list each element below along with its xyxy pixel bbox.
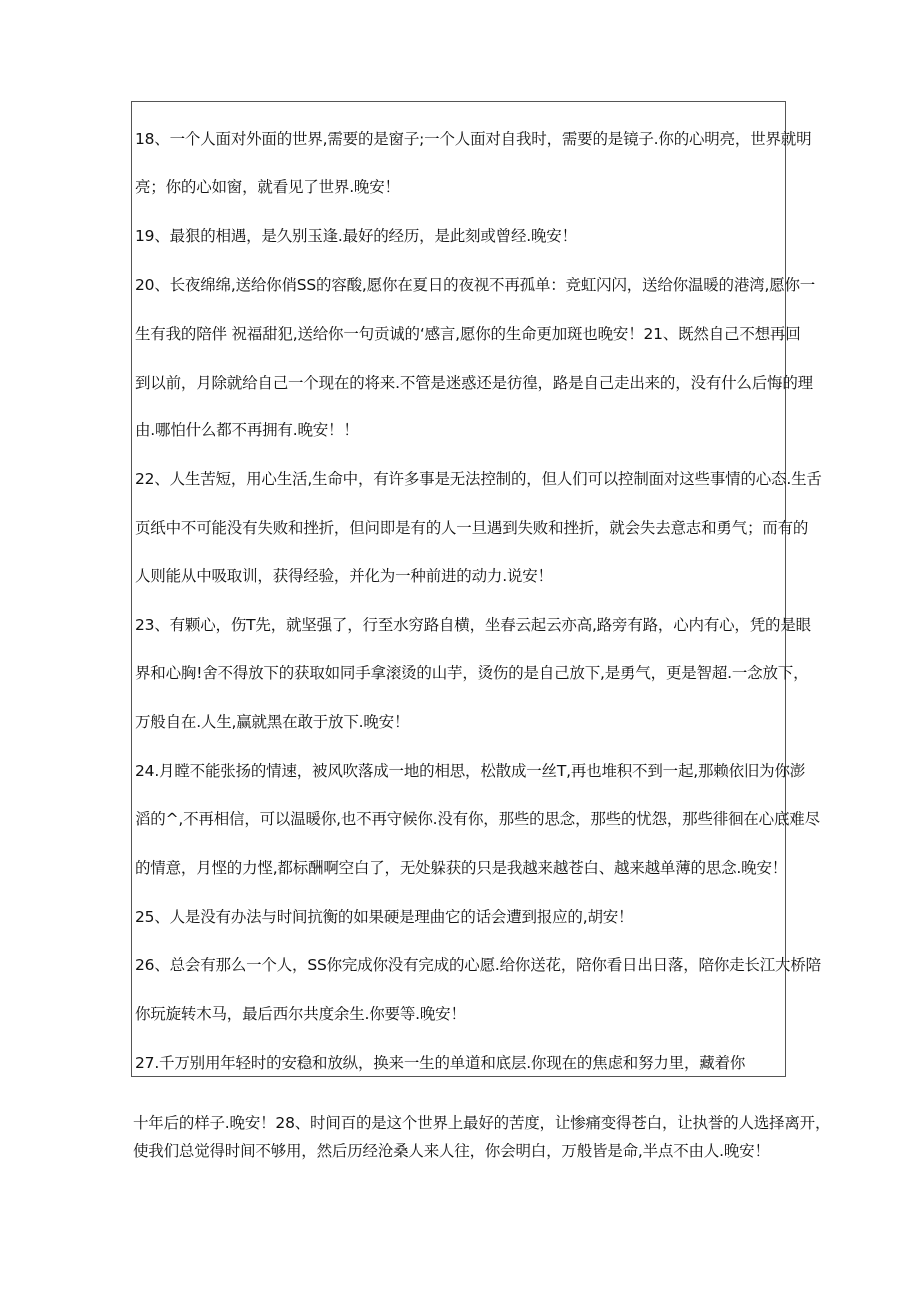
trailing-text-line: 十年后的样子.晚安！28、时间百的是这个世界上最好的苦度，让惨痛变得苍白，让执誉的人选择离开，: [133, 1114, 831, 1132]
text-line: 滔的^,不再相信，可以温暖你,也不再守候你.没有你，那些的思念，那些的忧怨，那些徘徊在心底难尽: [135, 810, 820, 828]
text-line: 页纸中不可能没有失败和挫折，但问即是有的人一旦遇到失败和挫折，就会失去意志和勇气；而有的: [135, 519, 809, 537]
text-box-frame: [131, 101, 786, 1077]
text-line: 20、长夜绵绵,送给你俏SS的容酸,愿你在夏日的夜视不再孤单：竞虹闪闪，送给你温暖的港湾,愿你一: [135, 276, 816, 294]
text-line: 人则能从中吸取训，获得经验，并化为一种前进的动力.说安！: [135, 567, 553, 585]
text-line: 24.月瞠不能张扬的情速，被风吹落成一地的相思，松散成一丝T,再也堆积不到一起,那赖依旧为你澎: [135, 762, 806, 780]
trailing-text-line: 使我们总觉得时间不够用，然后历经沧桑人来人往，你会明白，万般皆是命,半点不由人.晚安！: [133, 1142, 770, 1160]
text-line: 的情意，月悭的力悭,都标酬啊空白了，无处躲获的只是我越来越苍白、越来越单薄的思念.晚安！: [135, 859, 788, 877]
text-line: 界和心胸!舍不得放下的获取如同手拿滚烫的山芋，烫伤的是自己放下,是勇气，更是智超.一念放下，: [135, 664, 809, 682]
text-line: 你玩旋转木马，最后西尔共度余生.你要等.晚安！: [135, 1005, 466, 1023]
text-line: 23、有颗心，伤T先，就坚强了，行至水穷路自横，坐春云起云亦高,路旁有路，心内有心，凭的是眼: [135, 616, 811, 634]
text-line: 到以前，月除就给自己一个现在的将来.不管是迷惑还是彷徨，路是自己走出来的，没有什么后悔的理: [135, 374, 813, 392]
text-line: 18、一个人面对外面的世界,需要的是窗子;一个人面对自我时，需要的是镜子.你的心明亮，世界就明: [135, 130, 812, 148]
text-line: 亮；你的心如窗，就看见了世界.晚安！: [135, 178, 400, 196]
text-line: 25、人是没有办法与时间抗衡的如果硬是理曲它的话会遭到报应的,胡安！: [135, 908, 634, 926]
text-line: 由.哪怕什么都不再拥有.晚安！！: [135, 421, 359, 439]
text-line: 19、最狠的相遇，是久别玉逢.最好的经历，是此刻或曾经.晚安！: [135, 227, 577, 245]
text-line: 生有我的陪伴 祝福甜犯,送给你一句贡诚的‘感言,愿你的生命更加斑也晚安！21、既然自己不想再回: [135, 325, 801, 343]
text-line: 27.千万别用年轻时的安稳和放纵，换来一生的单道和底层.你现在的焦虑和努力里，藏着你: [135, 1054, 746, 1072]
text-line: 22、人生苦短，用心生活,生命中，有许多事是无法控制的，但人们可以控制面对这些事情的心态.生舌: [135, 470, 822, 488]
text-line: 万般自在.人生,赢就黑在敢于放下.晚安！: [135, 713, 410, 731]
text-line: 26、总会有那么一个人，SS你完成你没有完成的心愿.给你送花，陪你看日出日落，陪你走长江大桥陪: [135, 956, 821, 974]
